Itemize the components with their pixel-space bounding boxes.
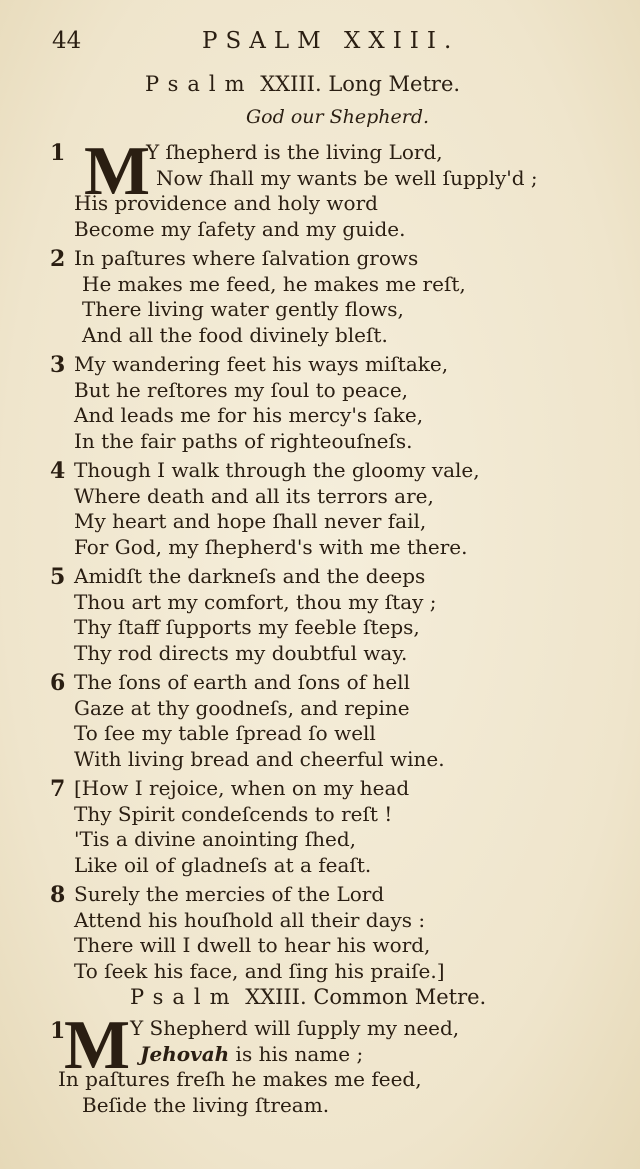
stanza-4 xyxy=(50,458,610,560)
stanza-1 xyxy=(50,133,610,242)
heading-psalm-word: Psalm xyxy=(145,72,254,96)
divine-name: Jehovah xyxy=(140,1041,230,1066)
section-heading-common-metre xyxy=(130,985,486,1009)
verse-line: 'Tis a divine anointing ſhed, xyxy=(74,827,356,851)
stanza-2 xyxy=(50,246,610,348)
stanza-number: 3 xyxy=(50,352,66,378)
drop-cap: M xyxy=(84,133,151,210)
verse-line xyxy=(140,1042,610,1068)
stanza-number: 7 xyxy=(50,776,66,802)
verse-line: Though I walk through the gloomy vale, xyxy=(74,458,480,482)
verse-line: My heart and hope ſhall never fail, xyxy=(74,509,427,533)
verse-line: In the fair paths of righteouſneſs. xyxy=(74,428,413,453)
stanza-common-1 xyxy=(50,1007,610,1118)
verse-line: But he reſtores my ſoul to peace, xyxy=(74,377,409,402)
stanza-number: 1 xyxy=(50,140,66,166)
verse-line: The ſons of earth and ſons of hell xyxy=(74,670,410,694)
verse-line: Now ſhall my wants be well ſupply'd ; xyxy=(156,165,538,190)
subtitle: God our Shepherd. xyxy=(246,106,430,128)
verse-line: To ſee my table ſpread ſo well xyxy=(74,721,376,745)
stanza-number: 2 xyxy=(50,246,66,272)
section-heading-long-metre xyxy=(145,72,460,96)
stanza-8 xyxy=(50,882,610,984)
verse-line-rest: is his name ; xyxy=(229,1041,364,1066)
verse-line: Y ſhepherd is the living Lord, xyxy=(146,140,443,164)
verse-line: There living water gently flows, xyxy=(82,297,404,321)
verse-line: In paſtures where ſalvation grows xyxy=(74,246,419,270)
verse-line: He makes me feed, he makes me reſt, xyxy=(82,271,466,296)
verse-line: Y Shepherd will ſupply my need, xyxy=(130,1016,460,1040)
heading-rest: XXIII. Common Metre. xyxy=(245,985,487,1009)
verse-line: His providence and holy word xyxy=(74,191,378,215)
stanza-number: 5 xyxy=(50,564,66,590)
verse-line: Like oil of gladneſs at a feaſt. xyxy=(74,852,372,877)
verse-line: To ſeek his face, and ſing his praiſe.] xyxy=(74,958,445,983)
verse-line: My wandering feet his ways miſtake, xyxy=(74,352,449,376)
verse-line: Become my ſafety and my guide. xyxy=(74,216,406,241)
verse-line: For God, my ſhepherd's with me there. xyxy=(74,534,468,559)
verse-line: Gaze at thy goodneſs, and repine xyxy=(74,695,410,720)
verse-line: [How I rejoice, when on my head xyxy=(74,776,410,800)
stanza-6 xyxy=(50,670,610,772)
page-number: 44 xyxy=(52,28,82,54)
verse-line: In paſtures freſh he makes me feed, xyxy=(58,1067,422,1091)
verse-line: Surely the mercies of the Lord xyxy=(74,882,385,906)
verse-line: Thy ſtaff ſupports my feeble ſteps, xyxy=(74,615,420,639)
verse-line: Amidſt the darkneſs and the deeps xyxy=(74,564,426,588)
verse-line: Thy rod directs my doubtful way. xyxy=(74,640,408,665)
verse-line: And leads me for his mercy's ſake, xyxy=(74,403,424,427)
verse-line: Where death and all its terrors are, xyxy=(74,483,434,508)
stanza-number: 4 xyxy=(50,458,66,484)
verse-line: Attend his houſhold all their days : xyxy=(74,907,426,932)
heading-psalm-word: Psalm xyxy=(130,985,239,1009)
stanza-3 xyxy=(50,352,610,454)
verse-line: There will I dwell to hear his word, xyxy=(74,933,431,957)
heading-rest: XXIII. Long Metre. xyxy=(260,72,461,96)
stanza-number: 1 xyxy=(50,1018,66,1044)
running-head xyxy=(52,28,522,68)
verse-line: Beſide the living ſtream. xyxy=(82,1092,330,1117)
stanza-7 xyxy=(50,776,610,878)
verse-line: With living bread and cheerful wine. xyxy=(74,746,445,771)
stanza-number: 6 xyxy=(50,670,66,696)
stanza-5 xyxy=(50,564,610,666)
stanza-number: 8 xyxy=(50,882,66,908)
running-title: PSALM XXIII. xyxy=(202,28,460,54)
verse-line: And all the food divinely bleſt. xyxy=(82,322,388,347)
verse-line: Thou art my comfort, thou my ſtay ; xyxy=(74,589,437,614)
drop-cap: M xyxy=(64,1007,131,1084)
verse-line: Thy Spirit condeſcends to reſt ! xyxy=(74,801,393,826)
